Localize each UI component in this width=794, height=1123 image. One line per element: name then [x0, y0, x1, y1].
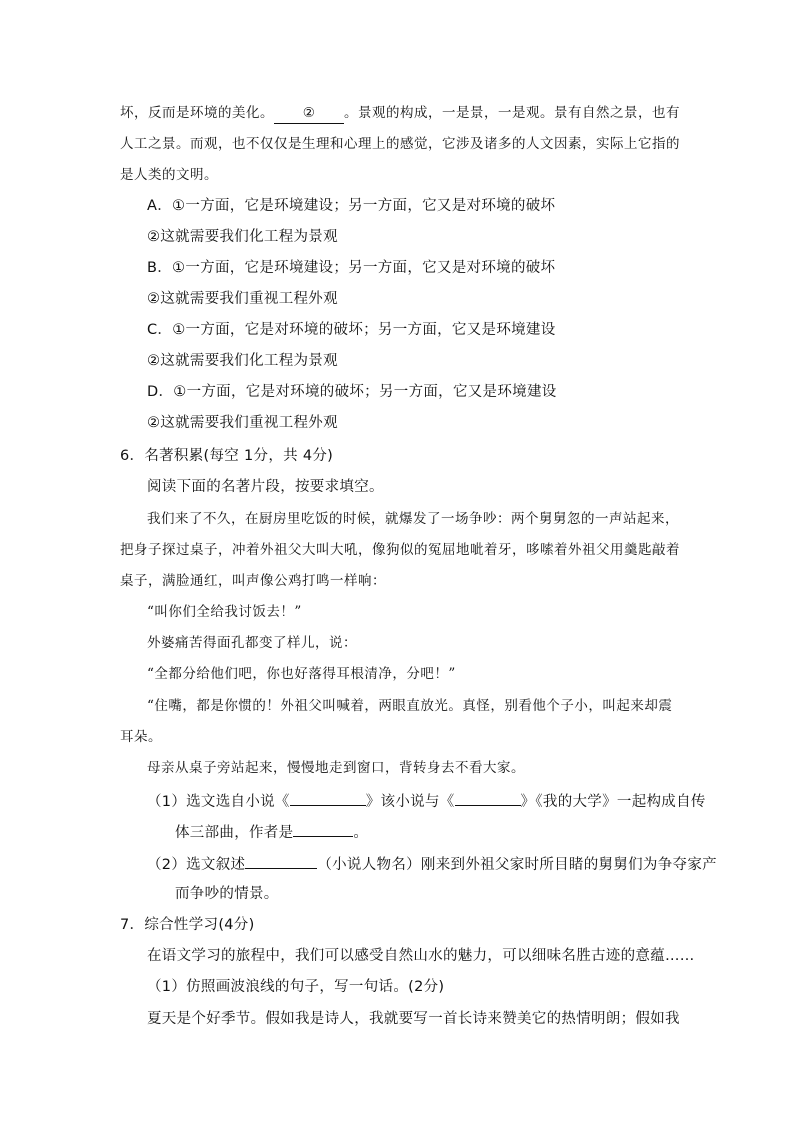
q6-sub1-text-c: 》《我的大学》一起构成自传 [520, 794, 706, 810]
excerpt-line-1: 我们来了不久，在厨房里吃饭的时候，就爆发了一场争吵：两个舅舅忽的一声站起来， [147, 511, 679, 527]
q7-text: 夏天是个好季节。假如我是诗人，我就要写一首长诗来赞美它的热情明朗；假如我 [147, 1011, 680, 1027]
q7-sub1: （1）仿照画波浪线的句子，写一句话。(2分) [147, 979, 445, 995]
excerpt-line-9: 母亲从桌子旁站起来，慢慢地走到窗口，背转身去不看大家。 [147, 760, 525, 776]
excerpt-line-7: “住嘴，都是你惯的！外祖父叫喊着，两眼直放光。真怪，别看他个子小，叫起来却震 [147, 698, 673, 714]
excerpt-line-8: 耳朵。 [120, 729, 162, 745]
novel-title-blank[interactable] [290, 790, 366, 806]
q6-sub1-line-2 [175, 821, 368, 843]
author-blank[interactable] [293, 821, 353, 837]
q6-sub2-line-2: 而争吵的情景。 [175, 886, 279, 902]
option-c-line-1: C．①一方面，它是对环境的破坏；另一方面，它又是环境建设 [147, 322, 556, 338]
character-name-blank[interactable] [245, 853, 317, 869]
passage-line-1 [120, 103, 680, 124]
q6-title: 6．名著积累(每空 1分，共 4分) [120, 448, 334, 464]
excerpt-line-4: “叫你们全给我讨饭去！” [147, 604, 302, 620]
option-d-line-1: D．①一方面，它是对环境的破坏；另一方面，它又是环境建设 [147, 384, 557, 400]
excerpt-line-6: “全都分给他们吧，你也好落得耳根清净，分吧！” [147, 666, 456, 682]
q6-sub1-line-1 [147, 790, 706, 812]
q6-sub1-text-e: 。 [353, 825, 369, 841]
option-a-line-2: ②这就需要我们化工程为景观 [147, 229, 338, 245]
q6-sub1-text-a: （1）选文选自小说《 [147, 794, 290, 810]
option-b-line-2: ②这就需要我们重视工程外观 [147, 291, 338, 307]
option-d-line-2: ②这就需要我们重视工程外观 [147, 415, 338, 431]
passage-line-3: 是人类的文明。 [120, 167, 218, 183]
excerpt-line-3: 桌子，满脸通红，叫声像公鸡打鸣一样响： [120, 573, 386, 589]
q6-sub2-text-a: （2）选文叙述 [147, 857, 246, 873]
q7-title: 7．综合性学习(4分) [120, 917, 255, 933]
blank-2[interactable]: ② [274, 103, 344, 124]
excerpt-line-5: 外婆痛苦得面孔都变了样儿，说： [147, 635, 357, 651]
related-novel-blank[interactable] [455, 790, 521, 806]
option-a-line-1: A．①一方面，它是环境建设；另一方面，它又是对环境的破坏 [147, 198, 556, 214]
q6-sub1-text-b: 》该小说与《 [365, 794, 455, 810]
q6-sub1-text-d: 体三部曲，作者是 [175, 825, 294, 841]
passage-line-1-end: 。景观的构成，一是景，一是观。景有自然之景，也有 [344, 105, 680, 121]
passage-line-2: 人工之景。而观，也不仅仅是生理和心理上的感觉，它涉及诸多的人文因素，实际上它指的 [120, 136, 680, 152]
q6-sub2-line-1 [147, 853, 717, 875]
q7-intro: 在语文学习的旅程中，我们可以感受自然山水的魅力，可以细味名胜古迹的意蕴…… [147, 948, 695, 964]
q6-sub2-text-b: （小说人物名）刚来到外祖父家时所目睹的舅舅们为争夺家产 [317, 857, 717, 873]
excerpt-line-2: 把身子探过桌子，冲着外祖父大叫大吼，像狗似的冤屈地呲着牙，哆嗦着外祖父用羹匙敲着 [120, 542, 680, 558]
q6-instruction: 阅读下面的名著片段，按要求填空。 [147, 479, 384, 495]
option-c-line-2: ②这就需要我们化工程为景观 [147, 353, 338, 369]
option-b-line-1: B．①一方面，它是环境建设；另一方面，它又是对环境的破坏 [147, 260, 556, 276]
passage-line-1-start: 坏，反而是环境的美化。 [120, 105, 274, 121]
